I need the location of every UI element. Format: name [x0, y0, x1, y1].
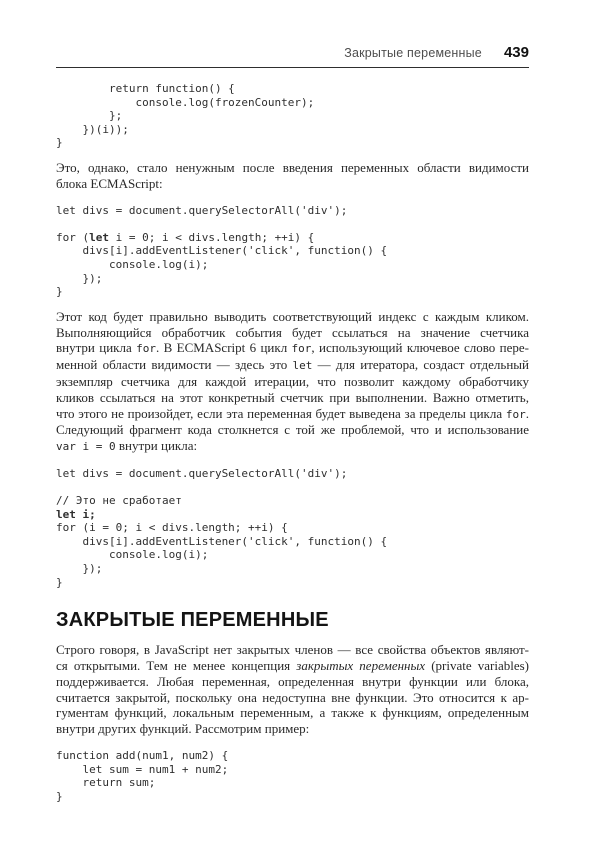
text-line: [56, 690, 529, 706]
text-line: [56, 176, 529, 192]
text-segment: // Это не сработает: [56, 494, 182, 508]
code-line: [56, 763, 529, 777]
text-segment: let sum = num1 + num2;: [56, 762, 229, 776]
section-heading: ЗАКРЫТЫЕ ПЕРЕМЕННЫЕ: [56, 609, 329, 632]
text-line: [56, 705, 529, 721]
text-segment: for (: [56, 230, 90, 244]
text-segment: кликов ссылаться на этот конкретный счетчик при выполнении. Важно отметить,: [56, 389, 529, 405]
code-line: [56, 231, 529, 245]
page-header: [56, 44, 529, 68]
text-segment: for: [291, 342, 312, 356]
code-line: [56, 749, 529, 763]
code-block: [56, 749, 529, 803]
text-line: [56, 658, 529, 674]
text-segment: let: [89, 230, 109, 244]
text-segment: ся открытыми. Тем не менее концепция: [56, 658, 297, 674]
code-line: [56, 576, 529, 590]
text-segment: for: [505, 407, 526, 421]
code-line: [56, 521, 529, 535]
code-line: [56, 244, 529, 258]
text-segment: for: [136, 342, 156, 356]
code-line: [56, 217, 529, 231]
code-line: [56, 494, 529, 508]
text-segment: }: [56, 136, 63, 150]
text-segment: экземпляр счетчика для каждой итерации, что позволит каждому обработчику: [56, 373, 529, 389]
text-line: [56, 406, 529, 423]
text-segment: divs[i].addEventListener('click', function() {: [56, 244, 388, 258]
text-segment: console.log(i);: [56, 548, 209, 562]
text-segment: })(i));: [56, 122, 129, 136]
text-segment: Этот код будет правильно выводить соответствующий индекс с каждым кликом.: [56, 308, 529, 324]
text-segment: i = 0; i < divs.length; ++i) {: [109, 230, 315, 244]
text-segment: var i = 0: [56, 440, 116, 454]
paragraph: [56, 309, 529, 455]
code-line: [56, 467, 529, 481]
text-segment: — для итератора, создаст отдельный: [312, 357, 529, 373]
code-line: [56, 562, 529, 576]
text-segment: Следующий фрагмент кода столкнется с той же проблемой, что и использование: [56, 422, 529, 438]
running-title: Закрытые переменные: [344, 46, 482, 60]
code-block: [56, 467, 529, 589]
text-segment: return function() {: [56, 82, 235, 95]
text-segment: let i;: [56, 507, 96, 521]
text-segment: внутри других функций. Рассмотрим пример:: [56, 721, 310, 737]
text-line: [56, 309, 529, 325]
paragraph: [56, 642, 529, 737]
text-line: [56, 357, 529, 374]
text-segment: let: [292, 359, 313, 373]
code-line: [56, 776, 529, 790]
text-line: [56, 340, 529, 357]
code-line: [56, 204, 529, 218]
text-segment: };: [56, 109, 123, 123]
text-segment: считается закрытой, поскольку она недоступна вне функции. Это относится к ар-: [56, 689, 529, 705]
code-line: [56, 480, 529, 494]
text-segment: Это, однако, стало ненужным после введения переменных области видимости: [56, 159, 529, 175]
text-segment: , использующий ключевое слово пере-: [311, 340, 529, 356]
code-line: [56, 123, 529, 137]
text-segment: . В ECMAScript 6 цикл: [155, 340, 292, 356]
code-block: [56, 204, 529, 299]
page-number: 439: [503, 44, 529, 61]
text-segment: закрытых переменных: [296, 658, 426, 674]
text-segment: менной области видимости — здесь это: [56, 357, 293, 373]
code-line: [56, 548, 529, 562]
text-line: [56, 160, 529, 176]
code-line: [56, 790, 529, 804]
code-line: [56, 109, 529, 123]
text-segment: console.log(i);: [56, 257, 209, 271]
code-line: [56, 96, 529, 110]
text-segment: блока ECMAScript:: [56, 175, 163, 191]
code-line: [56, 82, 529, 96]
page-content: [56, 82, 529, 803]
text-segment: function add(num1, num2) {: [56, 749, 229, 763]
text-segment: }: [56, 789, 63, 803]
text-segment: Выполняющийся обработчик события будет ссылаться на значение счетчика: [56, 324, 529, 340]
text-line: [56, 438, 529, 455]
text-segment: что этого не произойдет, если эта переменная будет выведена за пределы цикла: [56, 405, 506, 421]
text-segment: внутри цикла: [56, 340, 137, 356]
text-line: [56, 721, 529, 737]
text-segment: });: [56, 562, 103, 576]
text-line: [56, 390, 529, 406]
text-segment: console.log(frozenCounter);: [56, 95, 315, 109]
code-line: [56, 258, 529, 272]
code-line: [56, 136, 529, 150]
text-segment: .: [525, 405, 529, 421]
code-line: [56, 285, 529, 299]
text-line: [56, 642, 529, 658]
text-segment: гументам функций, локальным переменным, а также к функциям, определенным: [56, 705, 529, 721]
code-line: [56, 272, 529, 286]
code-line: [56, 535, 529, 549]
code-block: [56, 82, 529, 150]
text-segment: let divs = document.querySelectorAll('div');: [56, 203, 348, 217]
text-segment: divs[i].addEventListener('click', function() {: [56, 534, 388, 548]
text-segment: (private variables): [425, 658, 529, 674]
code-line: [56, 508, 529, 522]
text-segment: });: [56, 271, 103, 285]
text-segment: return sum;: [56, 776, 156, 790]
text-segment: внутри цикла:: [115, 438, 198, 454]
text-line: [56, 422, 529, 438]
text-segment: for (i = 0; i < divs.length; ++i) {: [56, 521, 288, 535]
text-segment: поддерживается. Любая переменная, определенная внутри функции или блока,: [56, 673, 529, 689]
text-line: [56, 325, 529, 341]
text-segment: let divs = document.querySelectorAll('div');: [56, 466, 348, 480]
text-segment: }: [56, 285, 63, 299]
text-line: [56, 374, 529, 390]
paragraph: [56, 160, 529, 192]
text-segment: }: [56, 575, 63, 589]
text-segment: Строго говоря, в JavaScript нет закрытых членов — все свойства объектов являют-: [56, 642, 529, 658]
text-line: [56, 674, 529, 690]
